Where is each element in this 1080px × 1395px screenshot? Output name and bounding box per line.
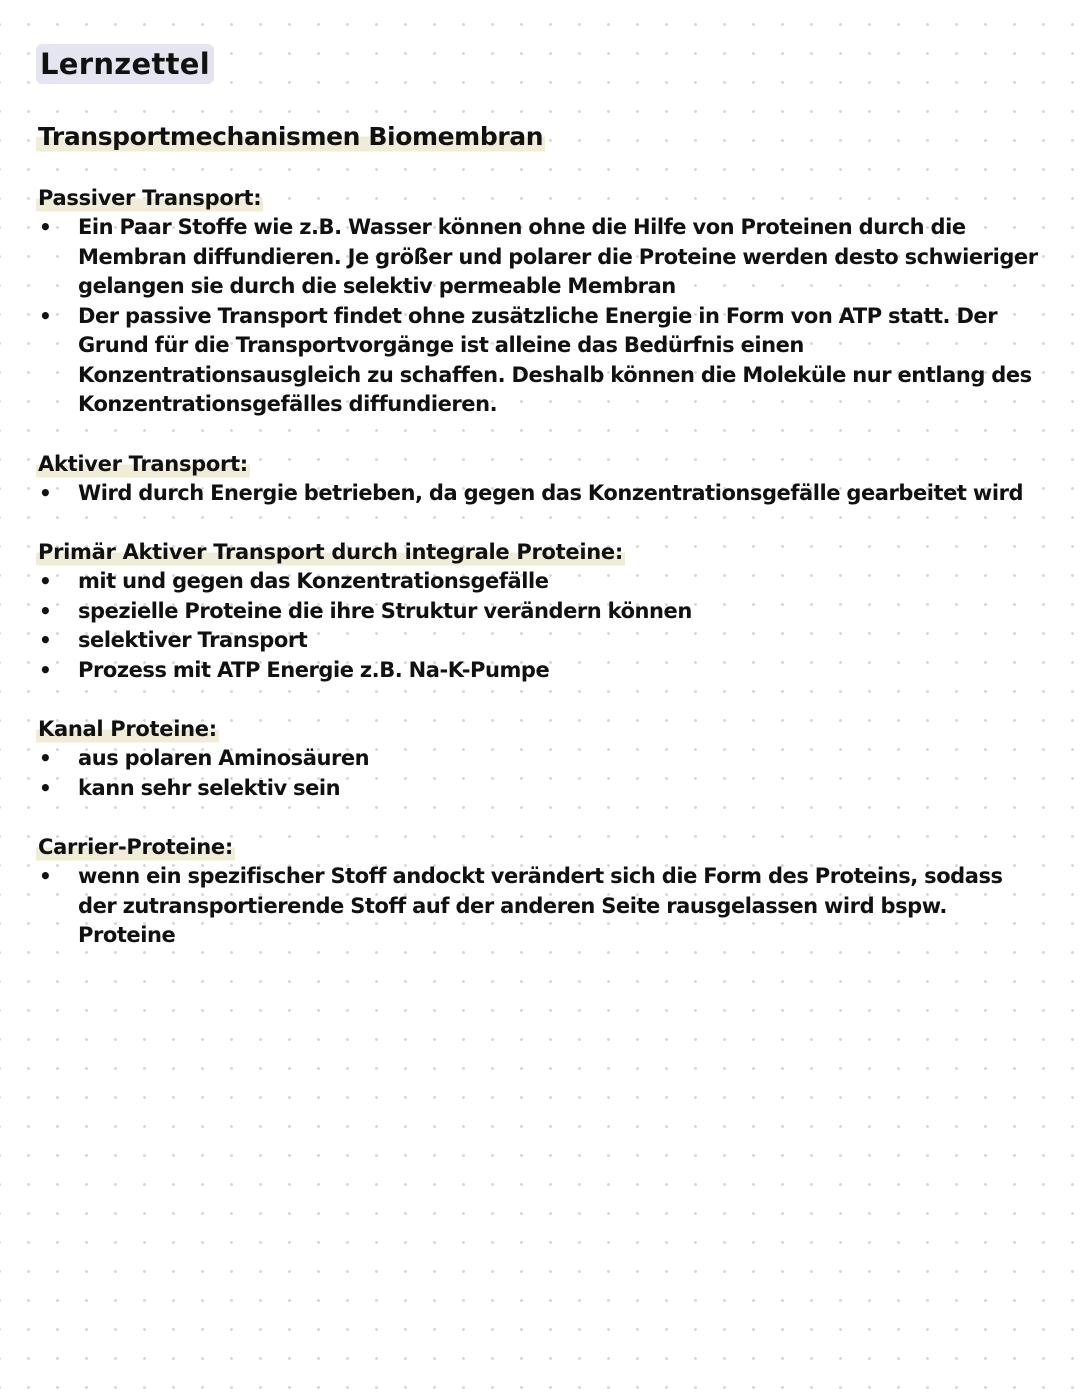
bullet-icon: • bbox=[39, 746, 52, 770]
bullet-icon: • bbox=[39, 303, 52, 328]
list-item bbox=[36, 744, 1046, 774]
list-item-text: spezielle Proteine die ihre Struktur verändern können bbox=[78, 598, 692, 623]
page-subtitle: Transportmechanismen Biomembran bbox=[36, 120, 545, 154]
list-item bbox=[36, 302, 1046, 420]
section-heading: Primär Aktiver Transport durch integrale Proteine: bbox=[36, 538, 625, 567]
list-item bbox=[36, 862, 1046, 951]
list-item-text: Der passive Transport findet ohne zusätzliche Energie in Form von ATP statt. Der Grund für die Transportvorgänge ist alleine das Bedürfnis einen Konzentrationsausgleich zu schaffen. Deshalb können die Moleküle nur entlang des Konzentrationsgefälles diffundieren. bbox=[78, 303, 1032, 416]
list-item bbox=[36, 656, 1046, 686]
list-item bbox=[36, 567, 1046, 597]
list-item-text: aus polaren Aminosäuren bbox=[78, 746, 370, 770]
bullet-list bbox=[36, 479, 1046, 509]
section-passiver-transport bbox=[36, 184, 1046, 420]
section-carrier-proteine bbox=[36, 833, 1046, 951]
bullet-list bbox=[36, 744, 1046, 803]
bullet-icon: • bbox=[39, 480, 52, 505]
section-primaer-aktiver-transport bbox=[36, 538, 1046, 685]
list-item-text: Prozess mit ATP Energie z.B. Na-K-Pumpe bbox=[78, 657, 550, 682]
list-item-text: Wird durch Energie betrieben, da gegen das Konzentrationsgefälle gearbeitet wird bbox=[78, 480, 1024, 505]
list-item-text: kann sehr selektiv sein bbox=[78, 775, 341, 800]
list-item bbox=[36, 479, 1046, 509]
bullet-icon: • bbox=[39, 628, 52, 652]
bullet-icon: • bbox=[39, 657, 52, 682]
list-item bbox=[36, 774, 1046, 804]
bullet-icon: • bbox=[39, 864, 52, 888]
list-item bbox=[36, 213, 1046, 302]
section-heading: Carrier-Proteine: bbox=[36, 833, 235, 862]
note-page bbox=[36, 44, 1046, 951]
list-item bbox=[36, 626, 1046, 656]
section-heading: Kanal Proteine: bbox=[36, 715, 219, 744]
section-aktiver-transport bbox=[36, 450, 1046, 509]
bullet-list bbox=[36, 567, 1046, 685]
page-title: Lernzettel bbox=[36, 44, 214, 84]
bullet-list bbox=[36, 862, 1046, 951]
list-item-text: mit und gegen das Konzentrationsgefälle bbox=[78, 569, 549, 593]
section-kanal-proteine bbox=[36, 715, 1046, 803]
bullet-icon: • bbox=[39, 598, 52, 623]
bullet-list bbox=[36, 213, 1046, 420]
section-heading: Aktiver Transport: bbox=[36, 450, 250, 479]
bullet-icon: • bbox=[39, 569, 52, 593]
bullet-icon: • bbox=[39, 775, 52, 800]
bullet-icon: • bbox=[39, 215, 52, 239]
list-item-text: selektiver Transport bbox=[78, 628, 308, 652]
list-item-text: Ein Paar Stoffe wie z.B. Wasser können ohne die Hilfe von Proteinen durch die Membran diffundieren. Je größer und polarer die Proteine werden desto schwieriger gelangen sie durch die selektiv permeable Membran bbox=[78, 215, 1038, 298]
section-heading: Passiver Transport: bbox=[36, 184, 263, 213]
list-item-text: wenn ein spezifischer Stoff andockt verändert sich die Form des Proteins, sodass der zutransportierende Stoff auf der anderen Seite rausgelassen wird bspw. Proteine bbox=[78, 864, 1003, 947]
list-item bbox=[36, 597, 1046, 627]
